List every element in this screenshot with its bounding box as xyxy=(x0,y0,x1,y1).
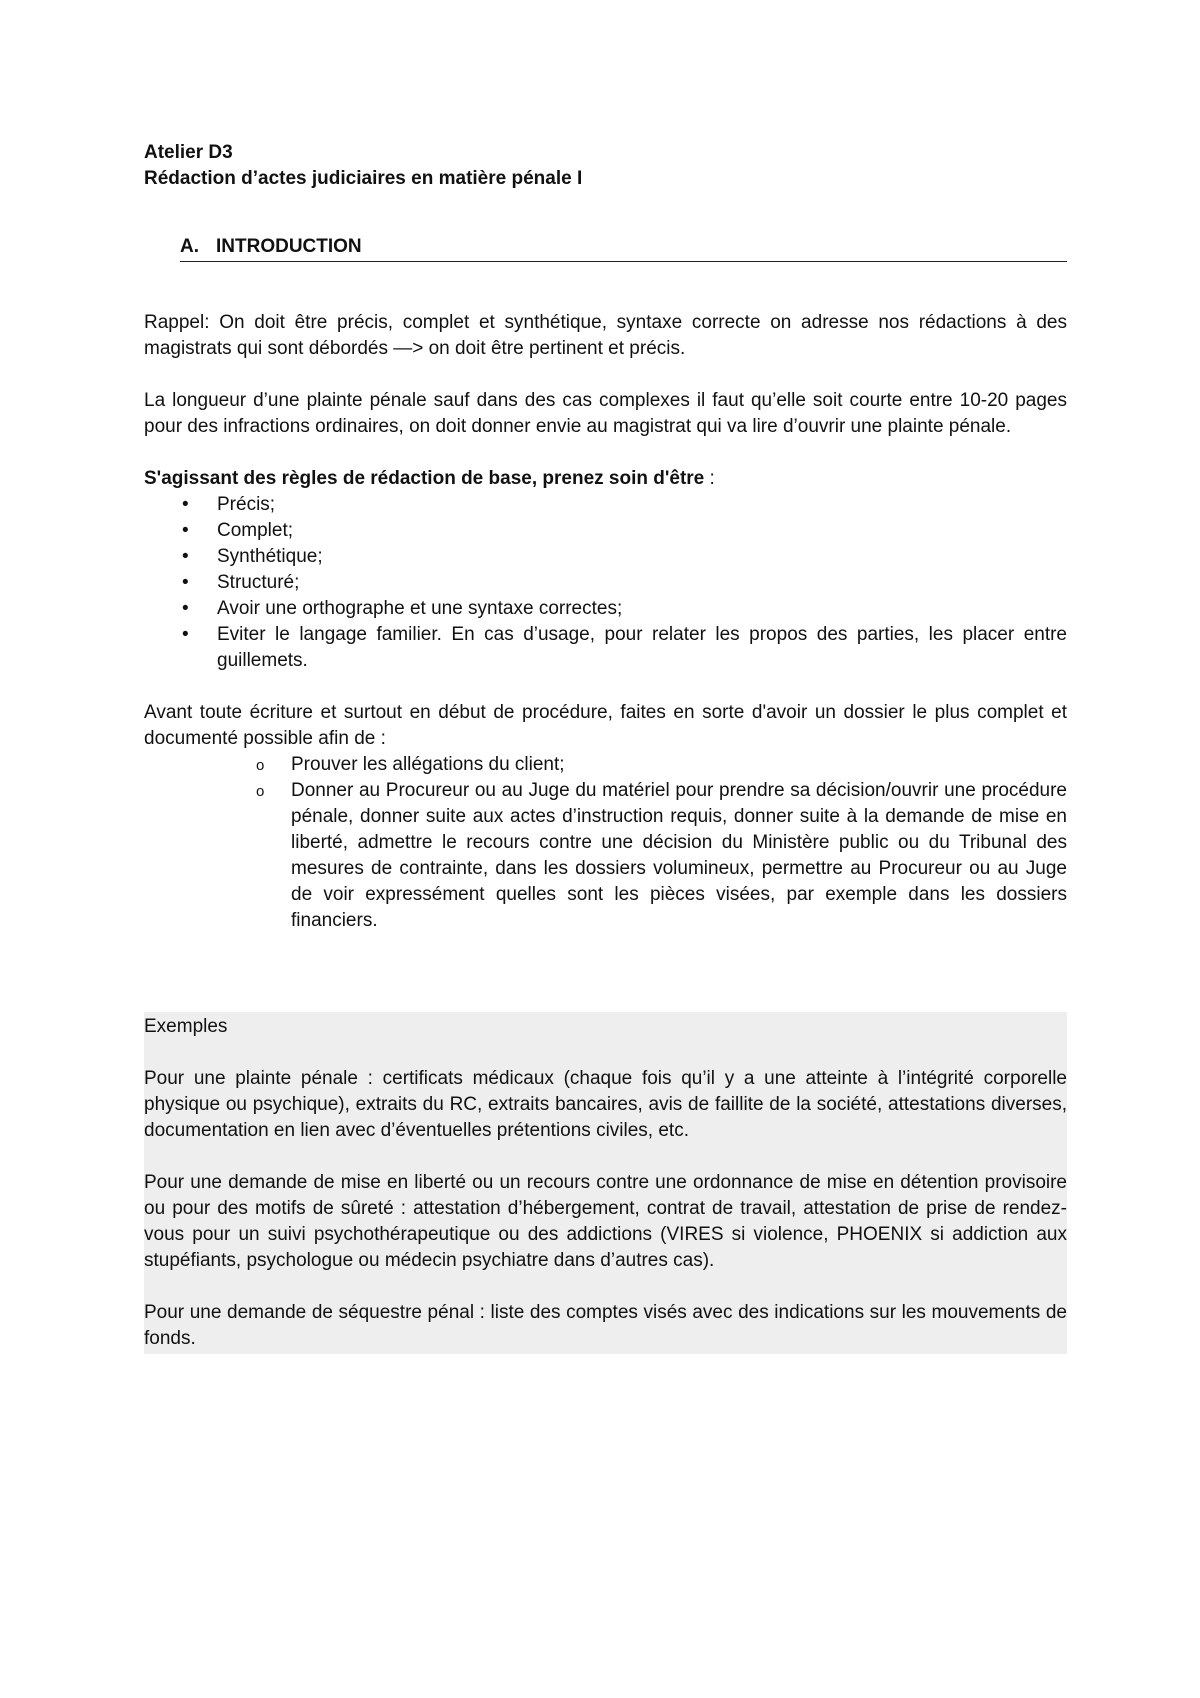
bullet-mark: • xyxy=(182,624,189,645)
bullet-mark: • xyxy=(182,598,189,619)
paragraph-avant: Avant toute écriture et surtout en début de procédure, faites en sorte d'avoir un dossier le plus complet et documenté possible afin de : xyxy=(144,702,1067,749)
list-item-text: Avoir une orthographe et une syntaxe correctes; xyxy=(217,598,623,619)
list-item-text: Complet; xyxy=(217,520,294,541)
circle-mark: o xyxy=(256,757,265,774)
sub-list-item-text: Donner au Procureur ou au Juge du matériel pour prendre sa décision/ouvrir une procédure pénale, donner suite aux actes d’instruction requis, donner suite à la demande de mise en liberté, admettre le recours contre une décision du Ministère public ou du Tribunal des mesures de contrainte, dans les dossiers volumineux, permettre au Procureur ou au Juge de voir expressément quelles sont les pièces visées, par exemple dans les dossiers financiers. xyxy=(291,780,1067,931)
bullet-mark: • xyxy=(182,546,189,567)
examples-heading: Exemples xyxy=(144,1016,228,1037)
list-item-text: Précis; xyxy=(217,494,276,515)
list-item xyxy=(144,622,1067,674)
rules-intro-bold: S'agissant des règles de rédaction de base, prenez soin d'être xyxy=(144,468,705,489)
sub-list-item-text: Prouver les allégations du client; xyxy=(291,754,565,775)
circle-mark: o xyxy=(256,783,265,800)
list-item-text: Eviter le langage familier. En cas d’usage, pour relater les propos des parties, les placer entre guillemets. xyxy=(217,624,1067,671)
paragraph-longueur: La longueur d’une plainte pénale sauf dans des cas complexes il faut qu’elle soit courte entre 10-20 pages pour des infractions ordinaires, on doit donner envie au magistrat qui va lire d’ouvrir une plainte pénale. xyxy=(144,390,1067,437)
list-item-text: Structuré; xyxy=(217,572,300,593)
example-sequestre: Pour une demande de séquestre pénal : liste des comptes visés avec des indications sur les mouvements de fonds. xyxy=(144,1302,1067,1349)
document-page xyxy=(144,140,1067,1354)
list-item xyxy=(144,544,1067,570)
rules-list xyxy=(144,492,1067,674)
list-item xyxy=(144,570,1067,596)
list-item xyxy=(144,518,1067,544)
paragraph-rules-intro xyxy=(144,466,1067,492)
list-item-text: Synthétique; xyxy=(217,546,323,567)
document-title: Atelier D3 xyxy=(144,142,233,163)
list-item xyxy=(144,492,1067,518)
paragraph-rappel: Rappel: On doit être précis, complet et synthétique, syntaxe correcte on adresse nos rédactions à des magistrats qui sont débordés —> on doit être pertinent et précis. xyxy=(144,312,1067,359)
example-plainte: Pour une plainte pénale : certificats médicaux (chaque fois qu’il y a une atteinte à l’intégrité corporelle physique ou psychique), extraits du RC, extraits bancaires, avis de faillite de la société, attestations diverses, documentation en lien avec d’éventuelles prétentions civiles, etc. xyxy=(144,1068,1067,1141)
rules-intro-rest: : xyxy=(704,468,715,489)
section-title: INTRODUCTION xyxy=(216,236,362,257)
bullet-mark: • xyxy=(182,572,189,593)
sub-list-item xyxy=(144,752,1067,778)
examples-box xyxy=(144,1012,1067,1354)
document-subtitle: Rédaction d’actes judiciaires en matière pénale I xyxy=(144,168,583,189)
example-liberte: Pour une demande de mise en liberté ou un recours contre une ordonnance de mise en détention provisoire ou pour des motifs de sûreté : attestation d’hébergement, contrat de travail, attestation de prise de rendez-vous pour un suivi psychothérapeutique ou des addictions (VIRES si violence, PHOENIX si addiction aux stupéfiants, psychologue ou médecin psychiatre dans d’autres cas). xyxy=(144,1172,1067,1271)
purpose-list xyxy=(144,752,1067,934)
section-letter: A. xyxy=(180,236,199,257)
section-heading xyxy=(180,234,1067,262)
list-item xyxy=(144,596,1067,622)
sub-list-item xyxy=(144,778,1067,934)
bullet-mark: • xyxy=(182,520,189,541)
bullet-mark: • xyxy=(182,494,189,515)
